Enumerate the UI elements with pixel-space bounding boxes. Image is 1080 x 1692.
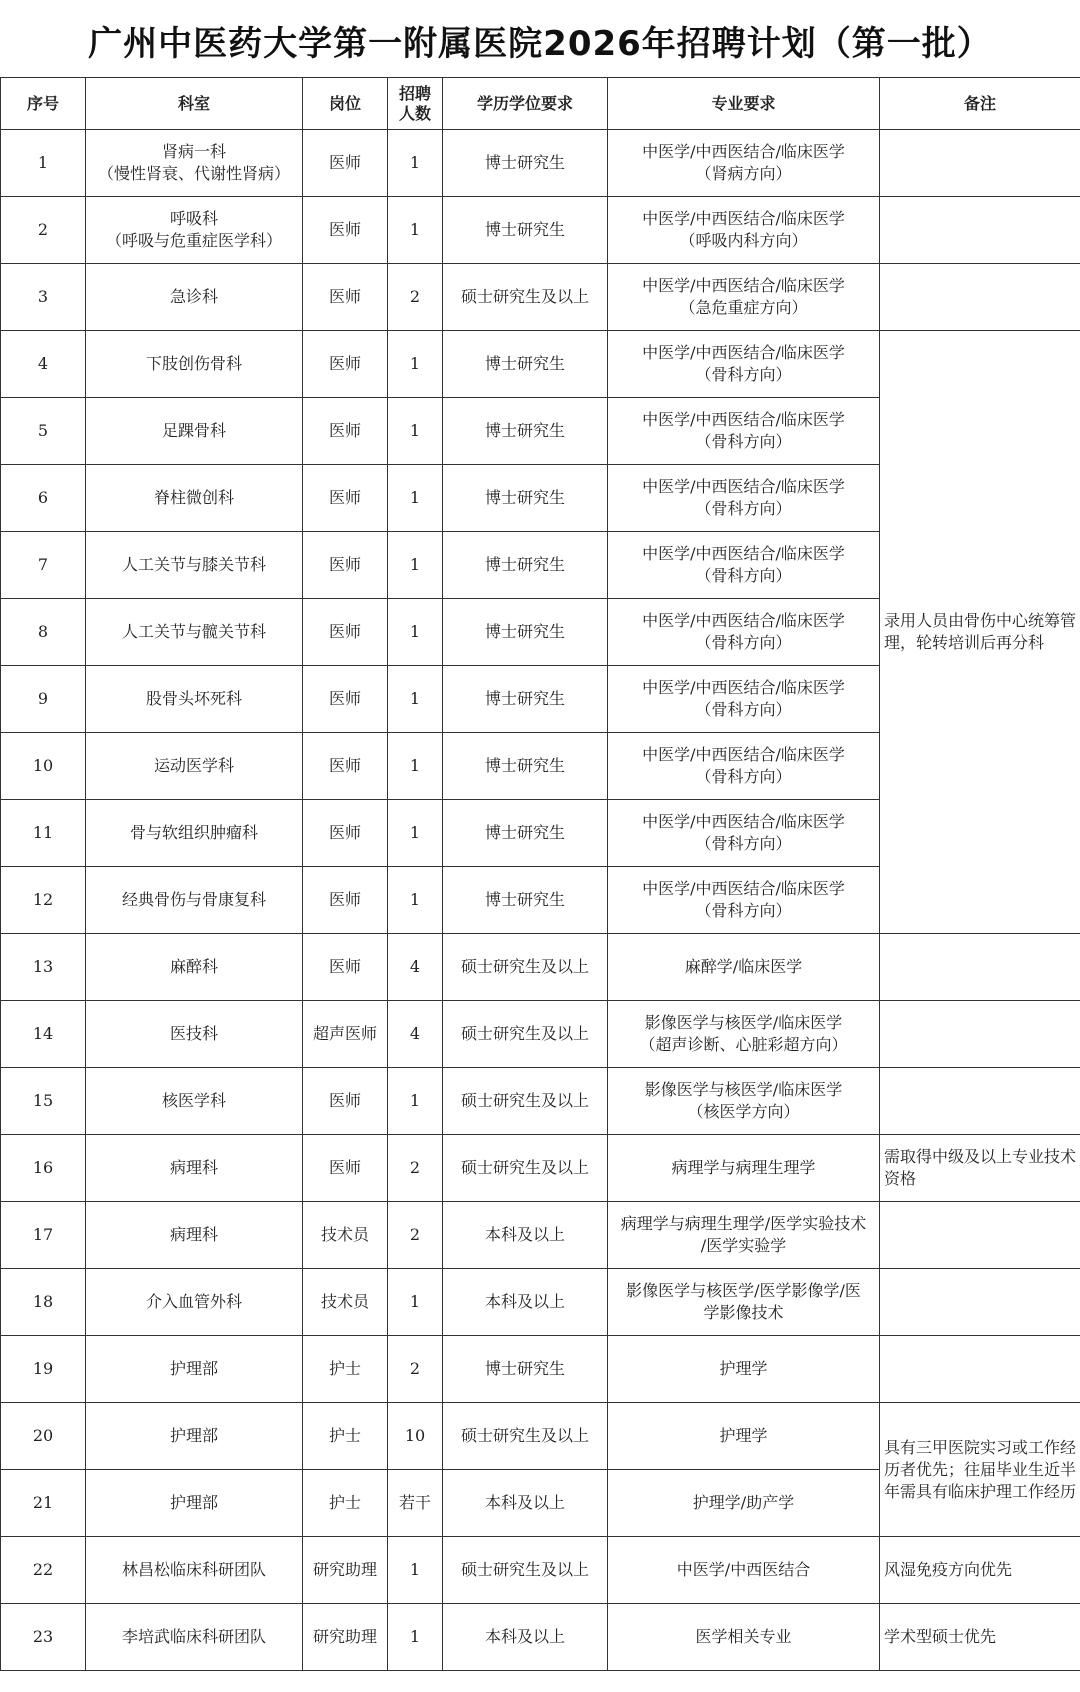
row-no: 12	[1, 867, 86, 934]
row-no: 21	[1, 1470, 86, 1537]
row-no: 20	[1, 1403, 86, 1470]
row-major	[608, 398, 880, 465]
row-no: 17	[1, 1202, 86, 1269]
row-dept	[86, 1403, 303, 1470]
row-major	[608, 733, 880, 800]
row-dept-line1: 介入血管外科	[145, 1292, 242, 1311]
row-dept	[86, 130, 303, 197]
row-num: 1	[388, 130, 443, 197]
row-major	[608, 1403, 880, 1470]
row-dept	[86, 1537, 303, 1604]
row-post: 医师	[303, 197, 388, 264]
row-num: 10	[388, 1403, 443, 1470]
row-post: 医师	[303, 465, 388, 532]
row-edu: 博士研究生	[443, 398, 608, 465]
row-major-line1: 中医学/中西医结合/临床医学	[642, 142, 845, 161]
row-major-line2: （骨科方向）	[695, 365, 792, 384]
table-row	[1, 1604, 1080, 1671]
row-major-line1: 中医学/中西医结合/临床医学	[642, 410, 845, 429]
row-num: 2	[388, 264, 443, 331]
row-major-line2: （急危重症方向）	[679, 298, 808, 317]
row-post: 护士	[303, 1470, 388, 1537]
row-num: 1	[388, 1537, 443, 1604]
table-row	[1, 1336, 1080, 1403]
row-major	[608, 1537, 880, 1604]
row-major-line1: 中医学/中西医结合/临床医学	[642, 611, 845, 630]
row-major-line2: （骨科方向）	[695, 432, 792, 451]
row-num: 1	[388, 867, 443, 934]
page-title: 广州中医药大学第一附属医院2026年招聘计划（第一批）	[88, 23, 992, 64]
row-edu: 硕士研究生及以上	[443, 1537, 608, 1604]
row-num: 2	[388, 1135, 443, 1202]
row-major	[608, 800, 880, 867]
row-major-line1: 中医学/中西医结合/临床医学	[642, 276, 845, 295]
row-dept	[86, 800, 303, 867]
row-post: 研究助理	[303, 1604, 388, 1671]
row-note-empty	[880, 1202, 1080, 1269]
row-major-line1: 中医学/中西医结合/临床医学	[642, 812, 845, 831]
row-num: 1	[388, 197, 443, 264]
row-num: 1	[388, 398, 443, 465]
row-major-line1: 中医学/中西医结合/临床医学	[642, 678, 845, 697]
row-num: 1	[388, 1269, 443, 1336]
header-post: 岗位	[303, 78, 388, 130]
row-major	[608, 331, 880, 398]
row-major	[608, 1269, 880, 1336]
table-row	[1, 130, 1080, 197]
row-major	[608, 130, 880, 197]
row-num: 1	[388, 599, 443, 666]
row-major-line1: 中医学/中西医结合/临床医学	[642, 879, 845, 898]
row-dept-line1: 病理科	[169, 1158, 218, 1177]
row-dept-line1: 呼吸科	[169, 209, 218, 228]
row-major-line2: /医学实验学	[700, 1236, 787, 1255]
row-post: 医师	[303, 934, 388, 1001]
table-row	[1, 264, 1080, 331]
row-major	[608, 465, 880, 532]
row-no: 15	[1, 1068, 86, 1135]
row-dept-line1: 人工关节与髋关节科	[121, 622, 266, 641]
table-row	[1, 934, 1080, 1001]
row-num: 2	[388, 1336, 443, 1403]
row-major-line1: 中医学/中西医结合/临床医学	[642, 544, 845, 563]
row-no: 9	[1, 666, 86, 733]
row-dept	[86, 1068, 303, 1135]
row-dept-line1: 护理部	[169, 1359, 218, 1378]
row-no: 8	[1, 599, 86, 666]
row-major	[608, 1135, 880, 1202]
row-dept	[86, 599, 303, 666]
row-edu: 硕士研究生及以上	[443, 1068, 608, 1135]
row-dept-line1: 脊柱微创科	[153, 488, 234, 507]
row-edu: 本科及以上	[443, 1269, 608, 1336]
row-post: 医师	[303, 599, 388, 666]
row-no: 7	[1, 532, 86, 599]
row-no: 18	[1, 1269, 86, 1336]
row-dept	[86, 532, 303, 599]
row-dept	[86, 264, 303, 331]
row-dept-line1: 护理部	[169, 1493, 218, 1512]
row-dept-line1: 运动医学科	[153, 756, 234, 775]
row-major-line2: （骨科方向）	[695, 499, 792, 518]
row-major-line1: 护理学	[719, 1426, 768, 1445]
row-edu: 博士研究生	[443, 800, 608, 867]
row-major	[608, 1001, 880, 1068]
row-major-line1: 中医学/中西医结合/临床医学	[642, 343, 845, 362]
row-major	[608, 197, 880, 264]
row-major	[608, 1604, 880, 1671]
row-major-line2: （骨科方向）	[695, 700, 792, 719]
row-edu: 硕士研究生及以上	[443, 934, 608, 1001]
row-major	[608, 532, 880, 599]
row-dept	[86, 1604, 303, 1671]
table-row	[1, 1537, 1080, 1604]
row-major	[608, 1068, 880, 1135]
row-no: 6	[1, 465, 86, 532]
row-major	[608, 867, 880, 934]
row-dept	[86, 331, 303, 398]
row-dept-line1: 肾病一科	[161, 142, 226, 161]
row-major	[608, 599, 880, 666]
table-row	[1, 197, 1080, 264]
row-major	[608, 264, 880, 331]
row-major-line1: 麻醉学/临床医学	[684, 957, 803, 976]
table-row	[1, 1403, 1080, 1470]
row-no: 1	[1, 130, 86, 197]
row-edu: 博士研究生	[443, 197, 608, 264]
row-dept-line1: 护理部	[169, 1426, 218, 1445]
row-post: 医师	[303, 130, 388, 197]
row-major-line2: （骨科方向）	[695, 834, 792, 853]
row-note: 具有三甲医院实习或工作经历者优先；往届毕业生近半年需具有临床护理工作经历	[880, 1403, 1080, 1537]
row-no: 16	[1, 1135, 86, 1202]
row-note-empty	[880, 264, 1080, 331]
row-num: 1	[388, 733, 443, 800]
row-dept-line1: 林昌松临床科研团队	[121, 1560, 266, 1579]
row-num: 若干	[388, 1470, 443, 1537]
row-edu: 硕士研究生及以上	[443, 1403, 608, 1470]
row-major	[608, 1470, 880, 1537]
row-no: 19	[1, 1336, 86, 1403]
table-row	[1, 1001, 1080, 1068]
header-note: 备注	[880, 78, 1080, 130]
row-edu: 本科及以上	[443, 1202, 608, 1269]
row-edu: 博士研究生	[443, 1336, 608, 1403]
row-post: 医师	[303, 1068, 388, 1135]
row-note-empty	[880, 934, 1080, 1001]
table-row	[1, 1135, 1080, 1202]
row-num: 4	[388, 934, 443, 1001]
row-edu: 硕士研究生及以上	[443, 264, 608, 331]
row-post: 医师	[303, 331, 388, 398]
row-major-line1: 病理学与病理生理学	[671, 1158, 816, 1177]
row-post: 护士	[303, 1336, 388, 1403]
row-dept-line1: 核医学科	[161, 1091, 226, 1110]
row-dept-line1: 股骨头坏死科	[145, 689, 242, 708]
header-dept: 科室	[86, 78, 303, 130]
row-no: 14	[1, 1001, 86, 1068]
row-major	[608, 1202, 880, 1269]
row-note: 录用人员由骨伤中心统筹管理，轮转培训后再分科	[880, 331, 1080, 934]
row-edu: 本科及以上	[443, 1470, 608, 1537]
row-dept	[86, 465, 303, 532]
row-dept-line1: 经典骨伤与骨康复科	[121, 890, 266, 909]
row-major-line1: 护理学/助产学	[692, 1493, 795, 1512]
row-note-empty	[880, 1068, 1080, 1135]
row-post: 医师	[303, 398, 388, 465]
row-num: 1	[388, 800, 443, 867]
row-major-line2: 学影像技术	[703, 1303, 784, 1322]
row-dept	[86, 733, 303, 800]
row-post: 医师	[303, 867, 388, 934]
row-note: 学术型硕士优先	[880, 1604, 1080, 1671]
row-dept	[86, 1269, 303, 1336]
row-dept	[86, 1135, 303, 1202]
row-no: 10	[1, 733, 86, 800]
row-dept-line1: 李培武临床科研团队	[121, 1627, 266, 1646]
row-note-empty	[880, 1269, 1080, 1336]
row-post: 研究助理	[303, 1537, 388, 1604]
row-num: 1	[388, 666, 443, 733]
row-edu: 博士研究生	[443, 465, 608, 532]
row-dept-line1: 医技科	[169, 1024, 218, 1043]
row-major-line2: （肾病方向）	[695, 164, 792, 183]
row-dept	[86, 666, 303, 733]
table-row	[1, 331, 1080, 398]
row-edu: 博士研究生	[443, 599, 608, 666]
row-post: 护士	[303, 1403, 388, 1470]
row-note: 风湿免疫方向优先	[880, 1537, 1080, 1604]
row-dept-line1: 骨与软组织肿瘤科	[129, 823, 258, 842]
row-note-empty	[880, 197, 1080, 264]
row-major-line2: （骨科方向）	[695, 633, 792, 652]
row-dept-line2: （呼吸与危重症医学科）	[105, 231, 282, 250]
row-post: 医师	[303, 264, 388, 331]
row-major-line2: （骨科方向）	[695, 767, 792, 786]
row-num: 1	[388, 465, 443, 532]
row-major-line2: （骨科方向）	[695, 901, 792, 920]
row-edu: 博士研究生	[443, 130, 608, 197]
row-major-line1: 病理学与病理生理学/医学实验技术	[620, 1214, 867, 1233]
row-no: 5	[1, 398, 86, 465]
row-num: 1	[388, 1604, 443, 1671]
row-edu: 博士研究生	[443, 867, 608, 934]
row-major-line1: 影像医学与核医学/医学影像学/医	[626, 1281, 861, 1300]
row-edu: 硕士研究生及以上	[443, 1135, 608, 1202]
row-post: 医师	[303, 1135, 388, 1202]
row-dept-line1: 下肢创伤骨科	[145, 354, 242, 373]
row-major-line1: 中医学/中西医结合/临床医学	[642, 745, 845, 764]
row-major	[608, 666, 880, 733]
row-post: 医师	[303, 532, 388, 599]
header-edu: 学历学位要求	[443, 78, 608, 130]
row-edu: 博士研究生	[443, 733, 608, 800]
header-no: 序号	[1, 78, 86, 130]
row-num: 2	[388, 1202, 443, 1269]
row-dept	[86, 934, 303, 1001]
row-post: 医师	[303, 733, 388, 800]
row-post: 医师	[303, 800, 388, 867]
row-dept	[86, 1336, 303, 1403]
row-no: 3	[1, 264, 86, 331]
row-dept-line2: （慢性肾衰、代谢性肾病）	[97, 164, 290, 183]
row-major	[608, 1336, 880, 1403]
row-post: 医师	[303, 666, 388, 733]
row-post: 技术员	[303, 1269, 388, 1336]
row-post: 超声医师	[303, 1001, 388, 1068]
row-num: 4	[388, 1001, 443, 1068]
row-dept	[86, 867, 303, 934]
row-major-line2: （超声诊断、心脏彩超方向）	[639, 1035, 848, 1054]
row-num: 1	[388, 331, 443, 398]
row-major-line1: 中医学/中西医结合	[676, 1560, 811, 1579]
row-major	[608, 934, 880, 1001]
row-edu: 硕士研究生及以上	[443, 1001, 608, 1068]
row-no: 23	[1, 1604, 86, 1671]
row-edu: 博士研究生	[443, 666, 608, 733]
row-dept-line1: 足踝骨科	[161, 421, 226, 440]
header-num-line2: 人数	[398, 103, 431, 123]
row-major-line1: 护理学	[719, 1359, 768, 1378]
table-row	[1, 1269, 1080, 1336]
row-dept-line1: 人工关节与膝关节科	[121, 555, 266, 574]
recruitment-table	[0, 77, 1080, 1671]
row-num: 1	[388, 532, 443, 599]
row-num: 1	[388, 1068, 443, 1135]
row-dept-line1: 病理科	[169, 1225, 218, 1244]
header-major: 专业要求	[608, 78, 880, 130]
header-num	[388, 78, 443, 130]
row-note: 需取得中级及以上专业技术资格	[880, 1135, 1080, 1202]
row-major-line1: 中医学/中西医结合/临床医学	[642, 209, 845, 228]
row-note-empty	[880, 1336, 1080, 1403]
row-edu: 博士研究生	[443, 532, 608, 599]
row-major-line1: 中医学/中西医结合/临床医学	[642, 477, 845, 496]
row-edu: 本科及以上	[443, 1604, 608, 1671]
row-major-line2: （骨科方向）	[695, 566, 792, 585]
table-header-row	[1, 78, 1080, 130]
row-no: 11	[1, 800, 86, 867]
row-major-line1: 影像医学与核医学/临床医学	[644, 1013, 843, 1032]
row-dept	[86, 398, 303, 465]
row-major-line2: （核医学方向）	[687, 1102, 800, 1121]
header-num-line1: 招聘	[398, 83, 431, 103]
row-no: 4	[1, 331, 86, 398]
row-no: 2	[1, 197, 86, 264]
row-edu: 博士研究生	[443, 331, 608, 398]
table-row	[1, 1068, 1080, 1135]
row-dept	[86, 1470, 303, 1537]
row-note-empty	[880, 1001, 1080, 1068]
row-major-line1: 医学相关专业	[695, 1627, 792, 1646]
row-dept	[86, 197, 303, 264]
row-no: 13	[1, 934, 86, 1001]
row-dept	[86, 1001, 303, 1068]
row-major-line1: 影像医学与核医学/临床医学	[644, 1080, 843, 1099]
row-dept-line1: 麻醉科	[169, 957, 218, 976]
row-major-line2: （呼吸内科方向）	[679, 231, 808, 250]
row-dept	[86, 1202, 303, 1269]
row-no: 22	[1, 1537, 86, 1604]
row-note-empty	[880, 130, 1080, 197]
row-post: 技术员	[303, 1202, 388, 1269]
row-dept-line1: 急诊科	[169, 287, 218, 306]
table-row	[1, 1202, 1080, 1269]
